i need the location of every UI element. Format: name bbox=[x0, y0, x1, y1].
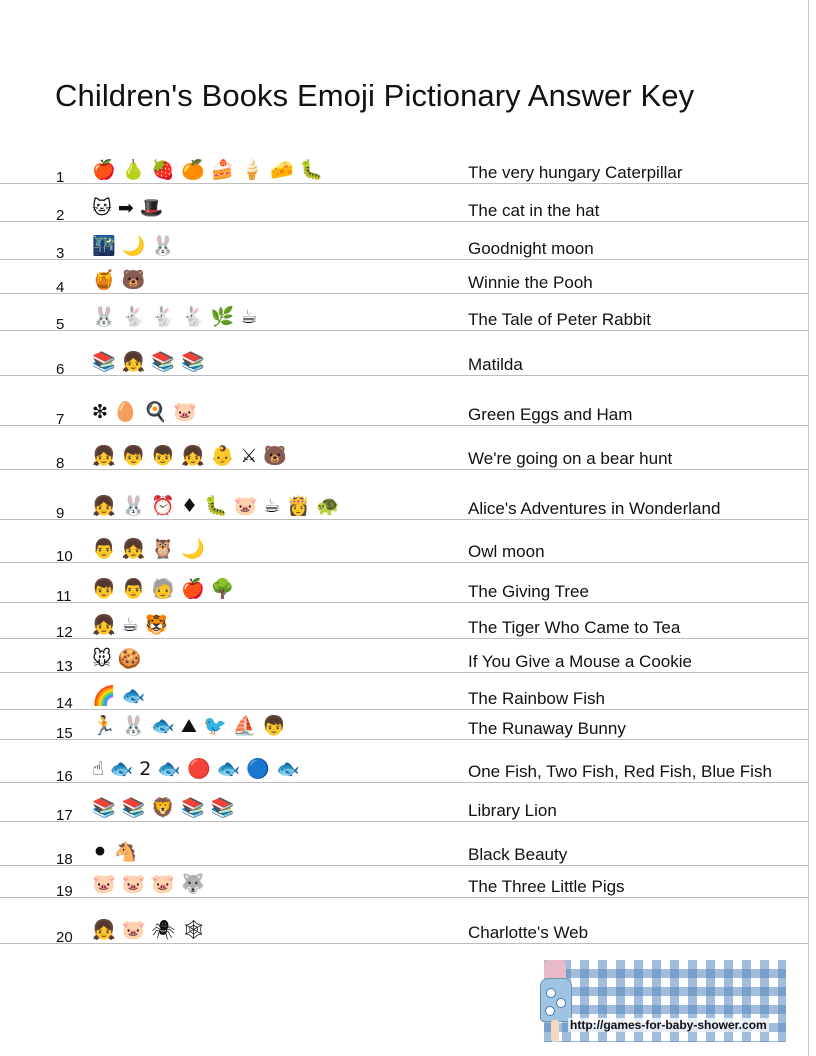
row-number: 7 bbox=[56, 411, 65, 428]
row-number: 19 bbox=[56, 883, 73, 900]
emoji-icon: ⏰ bbox=[151, 494, 176, 517]
emoji-icon: 🐯 bbox=[144, 613, 169, 636]
book-answer: The Rainbow Fish bbox=[468, 689, 606, 708]
row-number: 10 bbox=[56, 548, 73, 565]
row-number: 12 bbox=[56, 624, 73, 641]
emoji-icon: 🐛 bbox=[204, 494, 228, 517]
row-number: 5 bbox=[56, 316, 65, 333]
girl-leg bbox=[551, 1020, 559, 1042]
emoji-clue bbox=[92, 870, 205, 898]
book-answer: The Tiger Who Came to Tea bbox=[468, 618, 681, 637]
answer-row bbox=[0, 529, 816, 563]
emoji-clue bbox=[92, 575, 234, 603]
row-number: 6 bbox=[56, 361, 65, 378]
emoji-icon: 🐻 bbox=[263, 444, 288, 467]
emoji-icon: 🌙 bbox=[121, 234, 146, 257]
book-answer: The cat in the hat bbox=[468, 201, 600, 220]
emoji-icon: 🐇 bbox=[121, 305, 146, 328]
emoji-icon: 🍦 bbox=[240, 158, 265, 181]
answer-row bbox=[0, 342, 816, 376]
emoji-icon: 🐭 bbox=[92, 647, 112, 670]
answer-row bbox=[0, 910, 816, 944]
answer-row bbox=[0, 788, 816, 822]
answer-row bbox=[0, 864, 816, 898]
emoji-icon: 🦉 bbox=[151, 537, 176, 560]
emoji-icon: 2 bbox=[139, 757, 152, 780]
row-number: 13 bbox=[56, 658, 73, 675]
book-answer: One Fish, Two Fish, Red Fish, Blue Fish bbox=[468, 762, 772, 781]
emoji-icon: ⚫ bbox=[92, 840, 108, 863]
emoji-icon: 🐟 bbox=[216, 757, 241, 780]
book-answer: We're going on a bear hunt bbox=[468, 449, 673, 468]
emoji-icon: 📚 bbox=[181, 796, 205, 819]
emoji-icon: 🏃 bbox=[92, 714, 116, 737]
emoji-icon: 👧 bbox=[92, 444, 116, 467]
book-answer: The Runaway Bunny bbox=[468, 719, 626, 738]
emoji-icon: 🧀 bbox=[270, 158, 294, 181]
emoji-icon: 🐰 bbox=[151, 234, 176, 257]
emoji-icon: 🕸 bbox=[181, 918, 206, 941]
emoji-icon: 🐛 bbox=[299, 158, 324, 181]
emoji-icon: 🍐 bbox=[121, 158, 146, 181]
emoji-icon: 🐰 bbox=[121, 714, 146, 737]
emoji-icon: 🍯 bbox=[92, 268, 116, 291]
emoji-icon: ♦ bbox=[181, 494, 199, 517]
book-answer: Green Eggs and Ham bbox=[468, 405, 633, 424]
emoji-icon: 🔵 bbox=[246, 757, 271, 780]
book-answer: The Three Little Pigs bbox=[468, 877, 625, 896]
dress-flower bbox=[556, 998, 566, 1008]
book-answer: Black Beauty bbox=[468, 845, 568, 864]
emoji-icon: 🐷 bbox=[121, 872, 146, 895]
emoji-icon: 🧓 bbox=[151, 577, 176, 600]
emoji-icon: 🐻 bbox=[121, 268, 146, 291]
emoji-icon: 👦 bbox=[92, 577, 116, 600]
page-title: Children's Books Emoji Pictionary Answer Key bbox=[55, 78, 695, 113]
emoji-icon: ☕ bbox=[263, 494, 281, 517]
book-answer: Owl moon bbox=[468, 542, 545, 561]
emoji-clue bbox=[92, 535, 205, 563]
emoji-clue bbox=[92, 755, 300, 783]
emoji-clue bbox=[92, 611, 168, 639]
row-number: 2 bbox=[56, 207, 65, 224]
emoji-icon: 📚 bbox=[92, 350, 116, 373]
emoji-icon: 👦 bbox=[151, 444, 176, 467]
emoji-clue bbox=[92, 492, 340, 520]
answer-row bbox=[0, 150, 816, 184]
emoji-icon: 🐟 bbox=[276, 757, 300, 780]
emoji-icon: 🐦 bbox=[202, 714, 227, 737]
emoji-icon: 🍳 bbox=[143, 400, 168, 423]
answer-row bbox=[0, 676, 816, 710]
emoji-icon: 👨 bbox=[121, 577, 146, 600]
emoji-icon: 🍰 bbox=[210, 158, 235, 181]
emoji-icon: 🐷 bbox=[233, 494, 258, 517]
emoji-icon: ☕ bbox=[121, 613, 139, 636]
emoji-icon: 🌿 bbox=[210, 305, 235, 328]
book-answer: Winnie the Pooh bbox=[468, 273, 593, 292]
emoji-icon: 👦 bbox=[121, 444, 146, 467]
emoji-icon: 👨 bbox=[92, 537, 116, 560]
emoji-icon: 🐷 bbox=[121, 918, 146, 941]
emoji-clue bbox=[92, 156, 323, 184]
emoji-icon: 🔴 bbox=[187, 757, 211, 780]
answer-row bbox=[0, 392, 816, 426]
book-answer: Goodnight moon bbox=[468, 239, 594, 258]
book-answer: Matilda bbox=[468, 355, 523, 374]
emoji-icon: 🐷 bbox=[92, 872, 116, 895]
emoji-icon: 👧 bbox=[92, 613, 116, 636]
emoji-icon: 🐢 bbox=[316, 494, 340, 517]
emoji-icon: ➡ bbox=[117, 196, 134, 219]
emoji-icon: 🎩 bbox=[139, 196, 164, 219]
emoji-icon: ⚔ bbox=[240, 444, 258, 467]
emoji-icon: 🐷 bbox=[151, 872, 176, 895]
site-logo[interactable] bbox=[534, 960, 786, 1042]
emoji-icon: 👧 bbox=[121, 350, 146, 373]
answer-row bbox=[0, 832, 816, 866]
row-number: 11 bbox=[56, 588, 72, 605]
emoji-clue bbox=[92, 712, 286, 740]
emoji-icon: 🐟 bbox=[121, 684, 146, 707]
emoji-clue bbox=[92, 303, 257, 331]
answer-row bbox=[0, 605, 816, 639]
answer-row bbox=[0, 297, 816, 331]
answer-row bbox=[0, 706, 816, 740]
emoji-icon: 🐰 bbox=[121, 494, 146, 517]
emoji-icon: 🐰 bbox=[92, 305, 116, 328]
book-answer: The Tale of Peter Rabbit bbox=[468, 310, 652, 329]
emoji-icon: 🕷 bbox=[151, 918, 176, 941]
dress-flower bbox=[546, 988, 556, 998]
answer-row bbox=[0, 226, 816, 260]
row-number: 16 bbox=[56, 768, 73, 785]
emoji-icon: 👶 bbox=[210, 444, 235, 467]
emoji-clue bbox=[92, 645, 142, 673]
emoji-icon: 🌳 bbox=[210, 577, 235, 600]
emoji-clue bbox=[92, 916, 206, 944]
row-number: 14 bbox=[56, 695, 73, 712]
answer-row bbox=[0, 639, 816, 673]
emoji-clue bbox=[92, 266, 145, 294]
emoji-icon: 🍓 bbox=[151, 158, 176, 181]
emoji-icon: 🌃 bbox=[92, 234, 116, 257]
emoji-icon: 🍪 bbox=[117, 647, 142, 670]
emoji-icon: 🐷 bbox=[173, 400, 197, 423]
answer-row bbox=[0, 260, 816, 294]
answer-row bbox=[0, 486, 816, 520]
emoji-icon: 👧 bbox=[92, 494, 116, 517]
emoji-icon: 🥚 bbox=[113, 400, 138, 423]
emoji-icon: 📚 bbox=[121, 796, 146, 819]
answer-row bbox=[0, 436, 816, 470]
row-number: 9 bbox=[56, 505, 65, 522]
emoji-icon: 🍎 bbox=[181, 577, 205, 600]
emoji-clue bbox=[92, 838, 138, 866]
row-number: 18 bbox=[56, 851, 73, 868]
emoji-icon: ☕ bbox=[240, 305, 258, 328]
emoji-icon: 📚 bbox=[210, 796, 235, 819]
emoji-clue bbox=[92, 194, 163, 222]
emoji-icon: 🐇 bbox=[151, 305, 176, 328]
row-number: 17 bbox=[56, 807, 73, 824]
book-answer: Library Lion bbox=[468, 801, 557, 820]
answer-row bbox=[0, 749, 816, 783]
emoji-icon: 📚 bbox=[92, 796, 116, 819]
site-url-link[interactable]: http://games-for-baby-shower.com bbox=[570, 1018, 767, 1032]
row-number: 15 bbox=[56, 725, 73, 742]
emoji-clue bbox=[92, 232, 175, 260]
emoji-icon: 👧 bbox=[121, 537, 146, 560]
emoji-icon: 🐇 bbox=[181, 305, 205, 328]
emoji-icon: 👸 bbox=[286, 494, 311, 517]
emoji-icon: 👧 bbox=[92, 918, 116, 941]
emoji-icon: 🍎 bbox=[92, 158, 116, 181]
emoji-icon: ☝ bbox=[92, 757, 104, 780]
emoji-icon: 🐱 bbox=[92, 196, 112, 219]
emoji-icon: 🐟 bbox=[109, 757, 134, 780]
book-answer: Charlotte's Web bbox=[468, 923, 589, 942]
emoji-icon: 🌈 bbox=[92, 684, 116, 707]
emoji-icon: ❇ bbox=[92, 400, 108, 423]
answer-row bbox=[0, 188, 816, 222]
row-number: 8 bbox=[56, 455, 65, 472]
emoji-clue bbox=[92, 398, 197, 426]
book-answer: If You Give a Mouse a Cookie bbox=[468, 652, 692, 671]
emoji-icon: ⛰ bbox=[181, 714, 197, 737]
emoji-icon: 🐺 bbox=[181, 872, 205, 895]
emoji-icon: 🐟 bbox=[157, 757, 182, 780]
dress-flower bbox=[545, 1006, 555, 1016]
emoji-icon: 🍊 bbox=[181, 158, 205, 181]
emoji-icon: 👦 bbox=[262, 714, 286, 737]
answer-row bbox=[0, 569, 816, 603]
book-answer: The Giving Tree bbox=[468, 582, 589, 601]
book-answer: Alice's Adventures in Wonderland bbox=[468, 499, 721, 518]
emoji-clue bbox=[92, 794, 234, 822]
row-number: 1 bbox=[56, 169, 65, 186]
emoji-icon: ⛵ bbox=[232, 714, 257, 737]
emoji-clue bbox=[92, 348, 205, 376]
emoji-icon: 🐴 bbox=[113, 840, 138, 863]
emoji-icon: 📚 bbox=[151, 350, 176, 373]
row-number: 4 bbox=[56, 279, 65, 296]
emoji-icon: 👧 bbox=[181, 444, 205, 467]
emoji-icon: 🌙 bbox=[181, 537, 205, 560]
row-number: 3 bbox=[56, 245, 65, 262]
emoji-icon: 📚 bbox=[181, 350, 205, 373]
emoji-clue bbox=[92, 442, 287, 470]
emoji-icon: 🐟 bbox=[151, 714, 176, 737]
book-answer: The very hungary Caterpillar bbox=[468, 163, 683, 182]
emoji-icon: 🦁 bbox=[151, 796, 176, 819]
row-number: 20 bbox=[56, 929, 73, 946]
